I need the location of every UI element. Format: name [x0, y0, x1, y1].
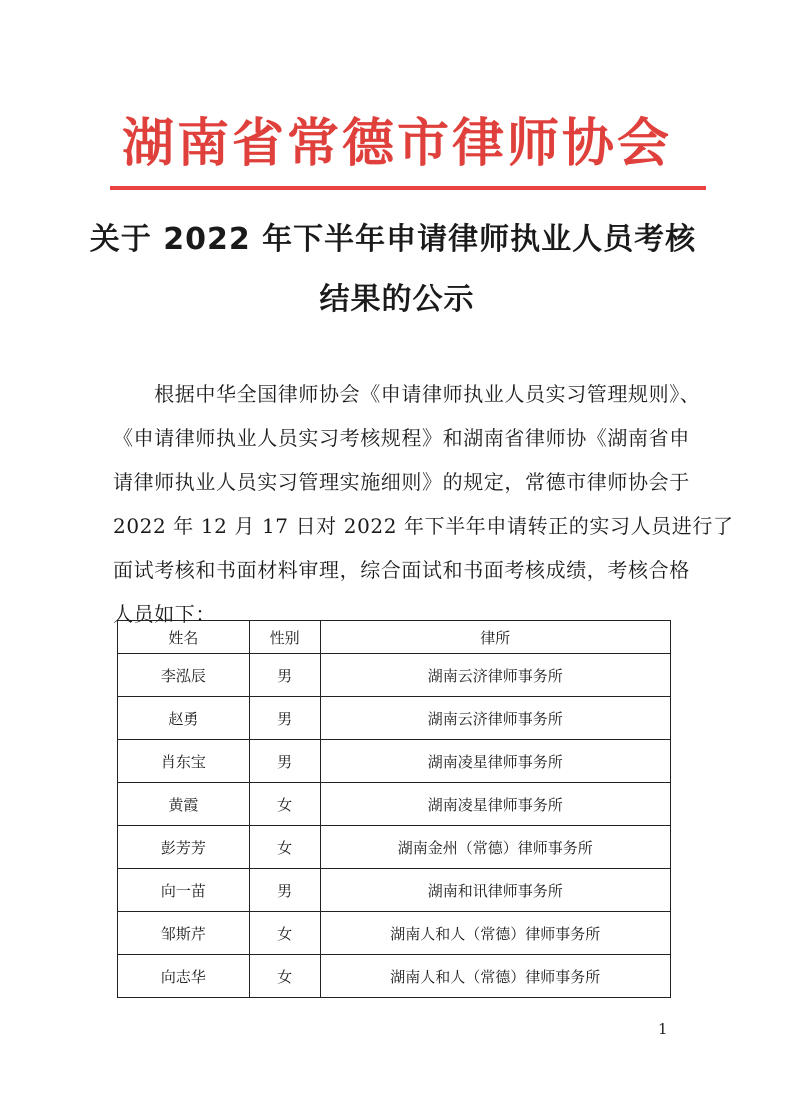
cell-name: 赵勇: [118, 697, 250, 740]
cell-gender: 女: [249, 783, 320, 826]
table-row: [118, 740, 671, 783]
cell-gender: 女: [249, 826, 320, 869]
cell-name: 向一苗: [118, 869, 250, 912]
body-line: 面试考核和书面材料审理，综合面试和书面考核成绩，考核合格: [113, 558, 690, 582]
cell-firm: 湖南人和人（常德）律师事务所: [320, 955, 670, 998]
cell-gender: 女: [249, 955, 320, 998]
cell-firm: 湖南凌星律师事务所: [320, 740, 670, 783]
table-row: [118, 912, 671, 955]
body-line: 《申请律师执业人员实习考核规程》和湖南省律师协《湖南省申: [113, 426, 690, 450]
cell-gender: 男: [249, 869, 320, 912]
header-divider: [110, 186, 706, 190]
body-line: 根据中华全国律师协会《申请律师执业人员实习管理规则》、: [113, 382, 701, 406]
table-row: [118, 826, 671, 869]
table-row: [118, 783, 671, 826]
results-table: [117, 620, 671, 998]
body-line: 请律师执业人员实习管理实施细则》的规定，常德市律师协会于: [113, 470, 690, 494]
cell-firm: 湖南云济律师事务所: [320, 697, 670, 740]
body-paragraph: [113, 372, 734, 636]
table-row: [118, 697, 671, 740]
cell-name: 李泓辰: [118, 654, 250, 697]
cell-firm: 湖南云济律师事务所: [320, 654, 670, 697]
cell-gender: 男: [249, 654, 320, 697]
table-row: [118, 654, 671, 697]
cell-name: 邹斯芹: [118, 912, 250, 955]
table-row: [118, 869, 671, 912]
cell-name: 彭芳芳: [118, 826, 250, 869]
page-number: 1: [658, 1020, 668, 1038]
cell-firm: 湖南和讯律师事务所: [320, 869, 670, 912]
body-line: 2022 年 12 月 17 日对 2022 年下半年申请转正的实习人员进行了: [113, 514, 734, 538]
cell-firm: 湖南凌星律师事务所: [320, 783, 670, 826]
org-name-header: 湖南省常德市律师协会: [121, 113, 672, 174]
header-gender: 性别: [249, 621, 320, 654]
cell-name: 肖东宝: [118, 740, 250, 783]
document-title-line-2: 结果的公示: [319, 282, 475, 317]
document-title-line-1: 关于 2022 年下半年申请律师执业人员考核: [89, 222, 697, 257]
header-name: 姓名: [118, 621, 250, 654]
body-line: 人员如下：: [113, 602, 216, 626]
cell-firm: 湖南人和人（常德）律师事务所: [320, 912, 670, 955]
cell-name: 黄霞: [118, 783, 250, 826]
cell-gender: 女: [249, 912, 320, 955]
cell-gender: 男: [249, 697, 320, 740]
header-firm: 律所: [320, 621, 670, 654]
table-header-row: [118, 621, 671, 654]
cell-gender: 男: [249, 740, 320, 783]
table-row: [118, 955, 671, 998]
cell-firm: 湖南金州（常德）律师事务所: [320, 826, 670, 869]
cell-name: 向志华: [118, 955, 250, 998]
